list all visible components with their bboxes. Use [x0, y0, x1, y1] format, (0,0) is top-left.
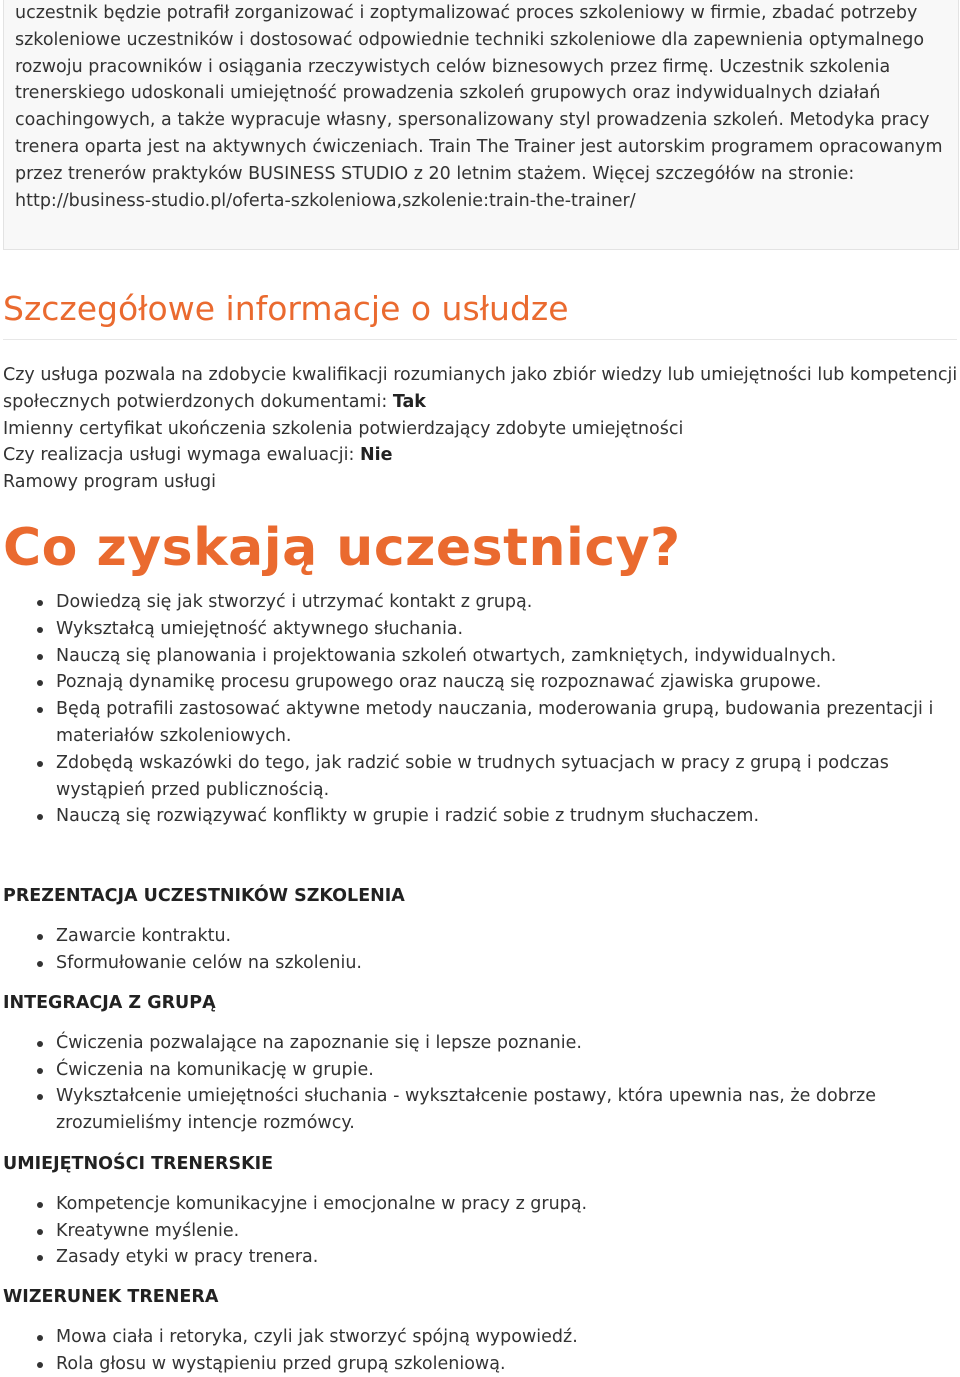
program-section-title: WIZERUNEK TRENERA	[3, 1287, 219, 1307]
list-item: Nauczą się rozwiązywać konflikty w grupie i radzić sobie z trudnym słuchaczem.	[3, 803, 959, 830]
list-item: Ćwiczenia pozwalające na zapoznanie się i lepsze poznanie.	[3, 1030, 959, 1057]
list-item: Kreatywne myślenie.	[3, 1218, 959, 1245]
details-heading: Szczegółowe informacje o usłudze	[3, 287, 957, 340]
program-section-presentation	[3, 883, 959, 976]
list-item: Wykształcenie umiejętności słuchania - wykształcenie postawy, która upewnia nas, że dobrze zrozumieliśmy intencje rozmówcy.	[3, 1083, 959, 1137]
list-item: Kompetencje komunikacyjne i emocjonalne w pracy z grupą.	[3, 1191, 959, 1218]
list-item: Ćwiczenia na komunikację w grupie.	[3, 1057, 959, 1084]
evaluation-line	[3, 442, 959, 469]
gains-heading: Co zyskają uczestnicy?	[3, 518, 681, 578]
service-details	[3, 362, 959, 496]
program-section-integration	[3, 990, 959, 1137]
list-item: Poznają dynamikę procesu grupowego oraz nauczą się rozpoznawać zjawiska grupowe.	[3, 669, 959, 696]
list-item: Nauczą się planowania i projektowania szkoleń otwartych, zamkniętych, indywidualnych.	[3, 643, 959, 670]
program-section-title: INTEGRACJA Z GRUPĄ	[3, 993, 216, 1013]
program-section-title: UMIEJĘTNOŚCI TRENERSKIE	[3, 1154, 274, 1174]
qualification-line	[3, 362, 959, 416]
program-section-list	[3, 1324, 959, 1377]
list-item: Zasady etyki w pracy trenera.	[3, 1244, 959, 1271]
program-section-list	[3, 923, 959, 977]
gains-list-container	[3, 589, 959, 830]
qualification-answer: Tak	[392, 391, 426, 412]
list-item: Wykształcą umiejętność aktywnego słuchania.	[3, 616, 959, 643]
list-item: Będą potrafili zastosować aktywne metody nauczania, moderowania grupą, budowania prezentacji i materiałów szkoleniowych.	[3, 696, 959, 750]
list-item: Dowiedzą się jak stworzyć i utrzymać kontakt z grupą.	[3, 589, 959, 616]
list-item: Zdobędą wskazówki do tego, jak radzić sobie w trudnych sytuacjach w pracy z grupą i podczas wystąpień przed publicznością.	[3, 750, 959, 804]
evaluation-answer: Nie	[359, 445, 393, 466]
program-section-list	[3, 1191, 959, 1271]
program-section-list	[3, 1030, 959, 1137]
list-item: Sformułowanie celów na szkoleniu.	[3, 950, 959, 977]
intro-box	[3, 0, 959, 250]
list-item: Mowa ciała i retoryka, czyli jak stworzyć spójną wypowiedź.	[3, 1324, 959, 1351]
program-label: Ramowy program usługi	[3, 472, 216, 493]
qualification-question: Czy usługa pozwala na zdobycie kwalifikacji rozumianych jako zbiór wiedzy lub umiejętności lub kompetencji społecznych potwierdzonych dokumentami:	[3, 365, 958, 412]
list-item: Zawarcie kontraktu.	[3, 923, 959, 950]
program-section-trainer-skills	[3, 1151, 959, 1271]
gains-list	[3, 589, 959, 830]
intro-text: uczestnik będzie potrafił zorganizować i zoptymalizować proces szkoleniowy w firmie, zbadać potrzeby szkoleniowe uczestników i dostosować odpowiednie techniki szkoleniowe dla zapewnienia optymalnego rozwoju pracowników i osiągania rzeczywistych celów biznesowych przez firmę. Uczestnik szkolenia trenerskiego udoskonali umiejętność prowadzenia szkoleń grupowych oraz indywidualnych działań coachingowych, a także wypracuje własny, spersonalizowany styl prowadzenia szkoleń. Metodyka pracy trenera oparta jest na aktywnych ćwiczeniach. Train The Trainer jest autorskim programem opracowanym przez trenerów praktyków BUSINESS STUDIO z 20 letnim stażem. Więcej szczegółów na stronie: http://business-studio.pl/oferta-szkoleniowa,szkolenie:train-the-trainer/	[15, 3, 943, 211]
program-section-title: PREZENTACJA UCZESTNIKÓW SZKOLENIA	[3, 886, 405, 906]
evaluation-question: Czy realizacja usługi wymaga ewaluacji:	[3, 445, 355, 466]
program-section-trainer-image	[3, 1284, 959, 1377]
certificate-line: Imienny certyfikat ukończenia szkolenia potwierdzający zdobyte umiejętności	[3, 418, 684, 439]
list-item: Rola głosu w wystąpieniu przed grupą szkoleniową.	[3, 1351, 959, 1377]
